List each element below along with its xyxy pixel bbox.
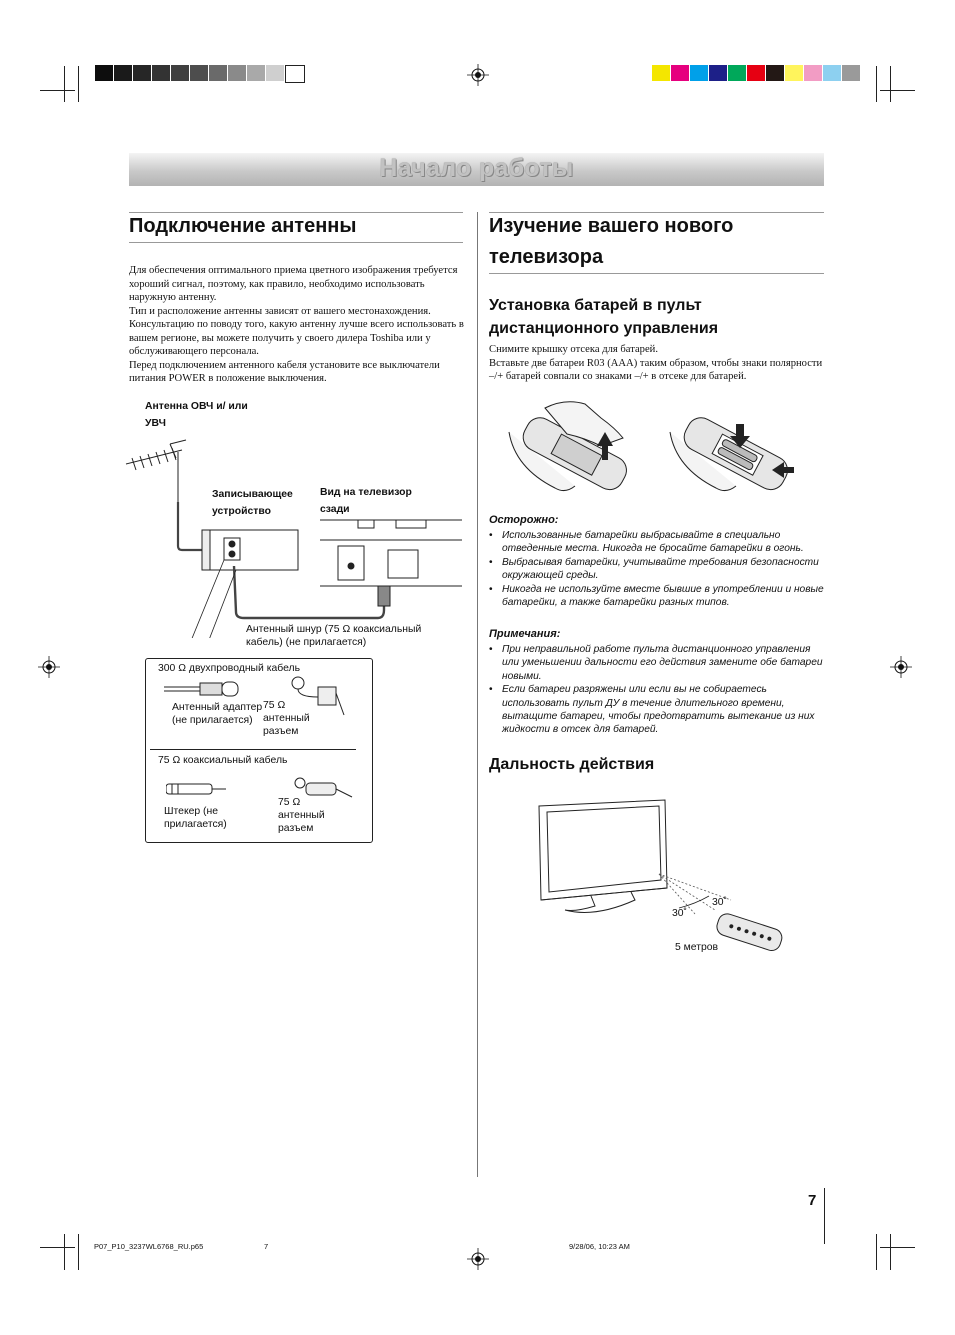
list-item: • Никогда не используйте вместе бывшие в употреблении и новые батарейки, а также батарейки разных типов. [489,583,824,610]
footer-date: 9/28/06, 10:23 AM [569,1242,630,1251]
range-distance: 5 метров [675,942,719,953]
color-swatch [171,65,189,81]
page-number-rule [824,1188,825,1244]
notes-list [489,643,824,737]
color-swatch [190,65,208,81]
color-swatch [247,65,265,81]
caution-title: Осторожно: [489,514,559,526]
remote-cover-removal-illustration [505,398,635,502]
footer-file: P07_P10_3237WL6768_RU.p65 [94,1242,204,1251]
cable-label: Антенный шнур (75 Ω коаксиальный кабель) (не прилагается) [246,624,422,648]
tv-icon [539,800,667,912]
coax-plug-icon [166,781,228,797]
battery-text [489,343,827,384]
registration-mark-left [38,656,60,678]
section-title-banner [129,153,824,186]
box-divider [150,749,356,750]
paragraph: Перед подключением антенного кабеля установите все выключатели питания POWER в положение выключения. [129,359,440,384]
antenna-icon [126,440,186,502]
range-heading: Дальность действия [489,756,655,773]
adapter-label: Антенный адаптер (не прилагается) [172,702,263,726]
page-number: 7 [808,1192,817,1209]
color-swatch [785,65,803,81]
antenna-connection-diagram [120,438,470,638]
left-heading-rule-bottom [129,242,463,243]
color-swatch [266,65,284,81]
list-item: • Если батареи разряжены или если вы не собираетесь использовать пульт ДУ в течение длительного времени, вытащите батареи, чтобы предотвратить вытекание из них жидкости в отсек для батарей. [489,683,824,737]
paragraph: Вставьте две батареи R03 (AAA) таким образом, чтобы знаки полярности –/+ батарей совпали со знаками –/+ в отсеке для батарей. [489,357,823,382]
antenna-intro-text [129,264,464,386]
antenna-heading: Подключение антенны [129,215,357,237]
jack1-label: 75 Ω антенный разъем [263,700,310,737]
antenna-adapter-icon [164,679,244,699]
remote-range-illustration [535,796,785,966]
jack2-label: 75 Ω антенный разъем [278,797,325,834]
color-swatch [228,65,246,81]
remote-battery-insert-illustration [666,398,796,502]
footer-page: 7 [264,1242,269,1251]
color-swatch [747,65,765,81]
color-swatch [209,65,227,81]
color-swatch [842,65,860,81]
list-item: • Выбрасывая батарейки, учитывайте требования безопасности окружающей среды. [489,556,824,583]
color-swatch [690,65,708,81]
tv-back-label: Вид на телевизор сзади [320,487,412,515]
angle-label: 30˚ [712,897,728,908]
color-swatch [114,65,132,81]
twin-cable-title: 300 Ω двухпроводный кабель [158,663,301,674]
angle-label: 30˚ [672,908,688,919]
paragraph: Снимите крышку отсека для батарей. [489,344,658,355]
color-swatch [728,65,746,81]
color-swatch [766,65,784,81]
battery-heading: Установка батарей в пульт дистанционного управления [489,297,719,337]
color-swatch [652,65,670,81]
connection-options-box [145,658,373,843]
registration-mark-right [890,656,912,678]
list-item: • Использованные батарейки выбрасывайте в специально отведенные места. Никогда не бросайте батарейки в огонь. [489,529,824,556]
color-swatch [804,65,822,81]
color-swatch [709,65,727,81]
recorder-device [202,530,298,570]
caution-list [489,529,824,609]
color-swatch [671,65,689,81]
list-item: • При неправильной работе пульта дистанционного управления или уменьшении дальности его действия замените обе батареи новыми. [489,643,824,683]
color-swatch [285,65,305,83]
color-swatch [95,65,113,81]
tv-intro-heading: Изучение вашего нового телевизора [489,215,734,268]
notes-title: Примечания: [489,628,561,640]
paragraph: Для обеспечения оптимального приема цветного изображения требуется хороший сигнал, поэтому, как правило, необходимо использовать наружную антенну. [129,265,458,303]
right-heading-rule-bottom [489,273,824,274]
remote-control-icon [715,912,785,953]
page-title: Начало работы [379,154,574,182]
color-swatch [823,65,841,81]
tv-back-panel [320,520,462,586]
coax-cable-title: 75 Ω коаксиальный кабель [158,755,288,766]
registration-mark-bottom [467,1248,489,1270]
antenna-label: Антенна ОВЧ и/ или УВЧ [145,401,248,429]
paragraph: Тип и расположение антенны зависят от вашего местонахождения. Консультацию по поводу того, какую антенну лучше всего использовать в вашем регионе, вы можете получить у своего дилера Toshiba или у обслуживающего персонала. [129,305,464,357]
color-swatch [152,65,170,81]
plug-label: Штекер (не прилагается) [164,806,227,830]
color-swatch [133,65,151,81]
column-divider [477,212,478,1177]
registration-mark-top [467,64,489,86]
recorder-label: Записывающее устройство [212,489,293,517]
